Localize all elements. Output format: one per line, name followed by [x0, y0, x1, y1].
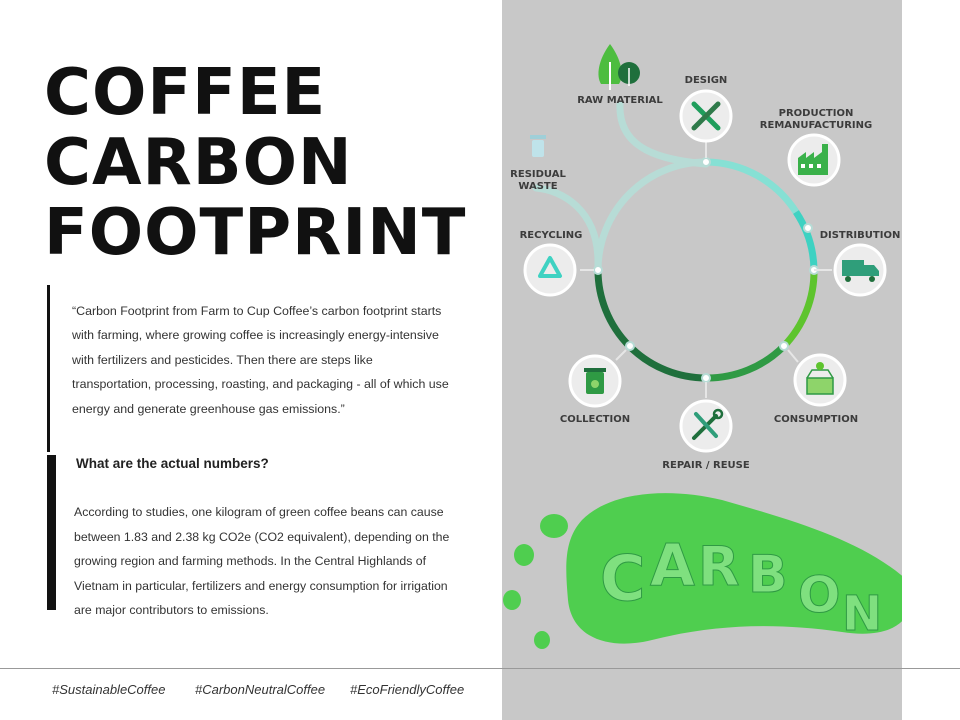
- carbon-letter: B: [748, 545, 788, 605]
- title-line: FOOTPRINT: [44, 196, 467, 270]
- stage-production-line: REMANUFACTURING: [759, 120, 873, 131]
- stage-recycling: RECYCLING: [519, 230, 583, 241]
- stage-residual-line: WASTE: [518, 181, 558, 192]
- carbon-letter: A: [650, 531, 695, 599]
- carbon-letter: O: [798, 566, 841, 624]
- carbon-letter: R: [698, 535, 740, 598]
- title-line: CARBON: [44, 126, 353, 200]
- stage-distribution: DISTRIBUTION: [819, 230, 901, 241]
- toe-print: [514, 544, 534, 566]
- wrench-icon: [681, 401, 731, 451]
- toe-print: [534, 631, 550, 649]
- stage-collection: COLLECTION: [559, 414, 631, 425]
- carbon-letter: N: [842, 586, 883, 642]
- hashtag: #SustainableCoffee: [52, 682, 166, 697]
- loop-arc-design: [706, 162, 796, 212]
- stage-design: DESIGN: [684, 75, 728, 86]
- truck-icon: [835, 245, 885, 295]
- stage-repair-reuse: REPAIR / REUSE: [662, 460, 750, 471]
- carbon-letter: C: [600, 542, 646, 615]
- section-body: According to studies, one kilogram of green coffee beans can cause between 1.83 and 2.38 kg CO2e (CO2 equivalent), depending on the growing region and farming methods. In the Central Highlands of Vietnam in particular, fertilizers and energy consumption for irrigation are major contributors to emissions.: [74, 505, 450, 618]
- title-line: COFFEE: [44, 56, 327, 130]
- intro-quote: “Carbon Footprint from Farm to Cup Coffee’s carbon footprint starts with farming, where growing coffee is increasingly energy-intensive with fertilizers and pesticides. Then there are steps like transportation, processing, roasting, and packaging - all of which use energy and generate greenhouse gas emissions.”: [72, 304, 449, 416]
- stage-raw-material: RAW MATERIAL: [577, 95, 663, 106]
- page-title: [44, 58, 484, 268]
- loop-arc-collection: [598, 270, 706, 378]
- hashtag: #CarbonNeutralCoffee: [195, 682, 326, 697]
- section-accent-bar: [47, 455, 56, 610]
- trash-can-icon: [530, 135, 546, 157]
- factory-icon: [789, 135, 839, 185]
- bin-icon: [570, 356, 620, 406]
- toe-print: [503, 590, 521, 610]
- loop-arc-repair: [706, 346, 784, 378]
- stage-production: [736, 108, 896, 132]
- stage-production-line: PRODUCTION: [778, 108, 854, 119]
- box-icon: [795, 355, 845, 405]
- infographic-panel: [502, 0, 902, 720]
- loop-arc-consumption: [784, 270, 814, 346]
- section-heading: What are the actual numbers?: [76, 456, 269, 471]
- stage-residual-line: RESIDUAL: [510, 169, 566, 180]
- hashtag: #EcoFriendlyCoffee: [350, 682, 465, 697]
- footer-hashtags: [0, 682, 502, 712]
- recycle-icon: [525, 245, 575, 295]
- stage-residual-waste: [458, 169, 618, 193]
- footer-divider: [0, 668, 960, 669]
- quote-divider: [47, 285, 50, 452]
- stage-consumption: CONSUMPTION: [773, 414, 859, 425]
- toe-print: [540, 514, 568, 538]
